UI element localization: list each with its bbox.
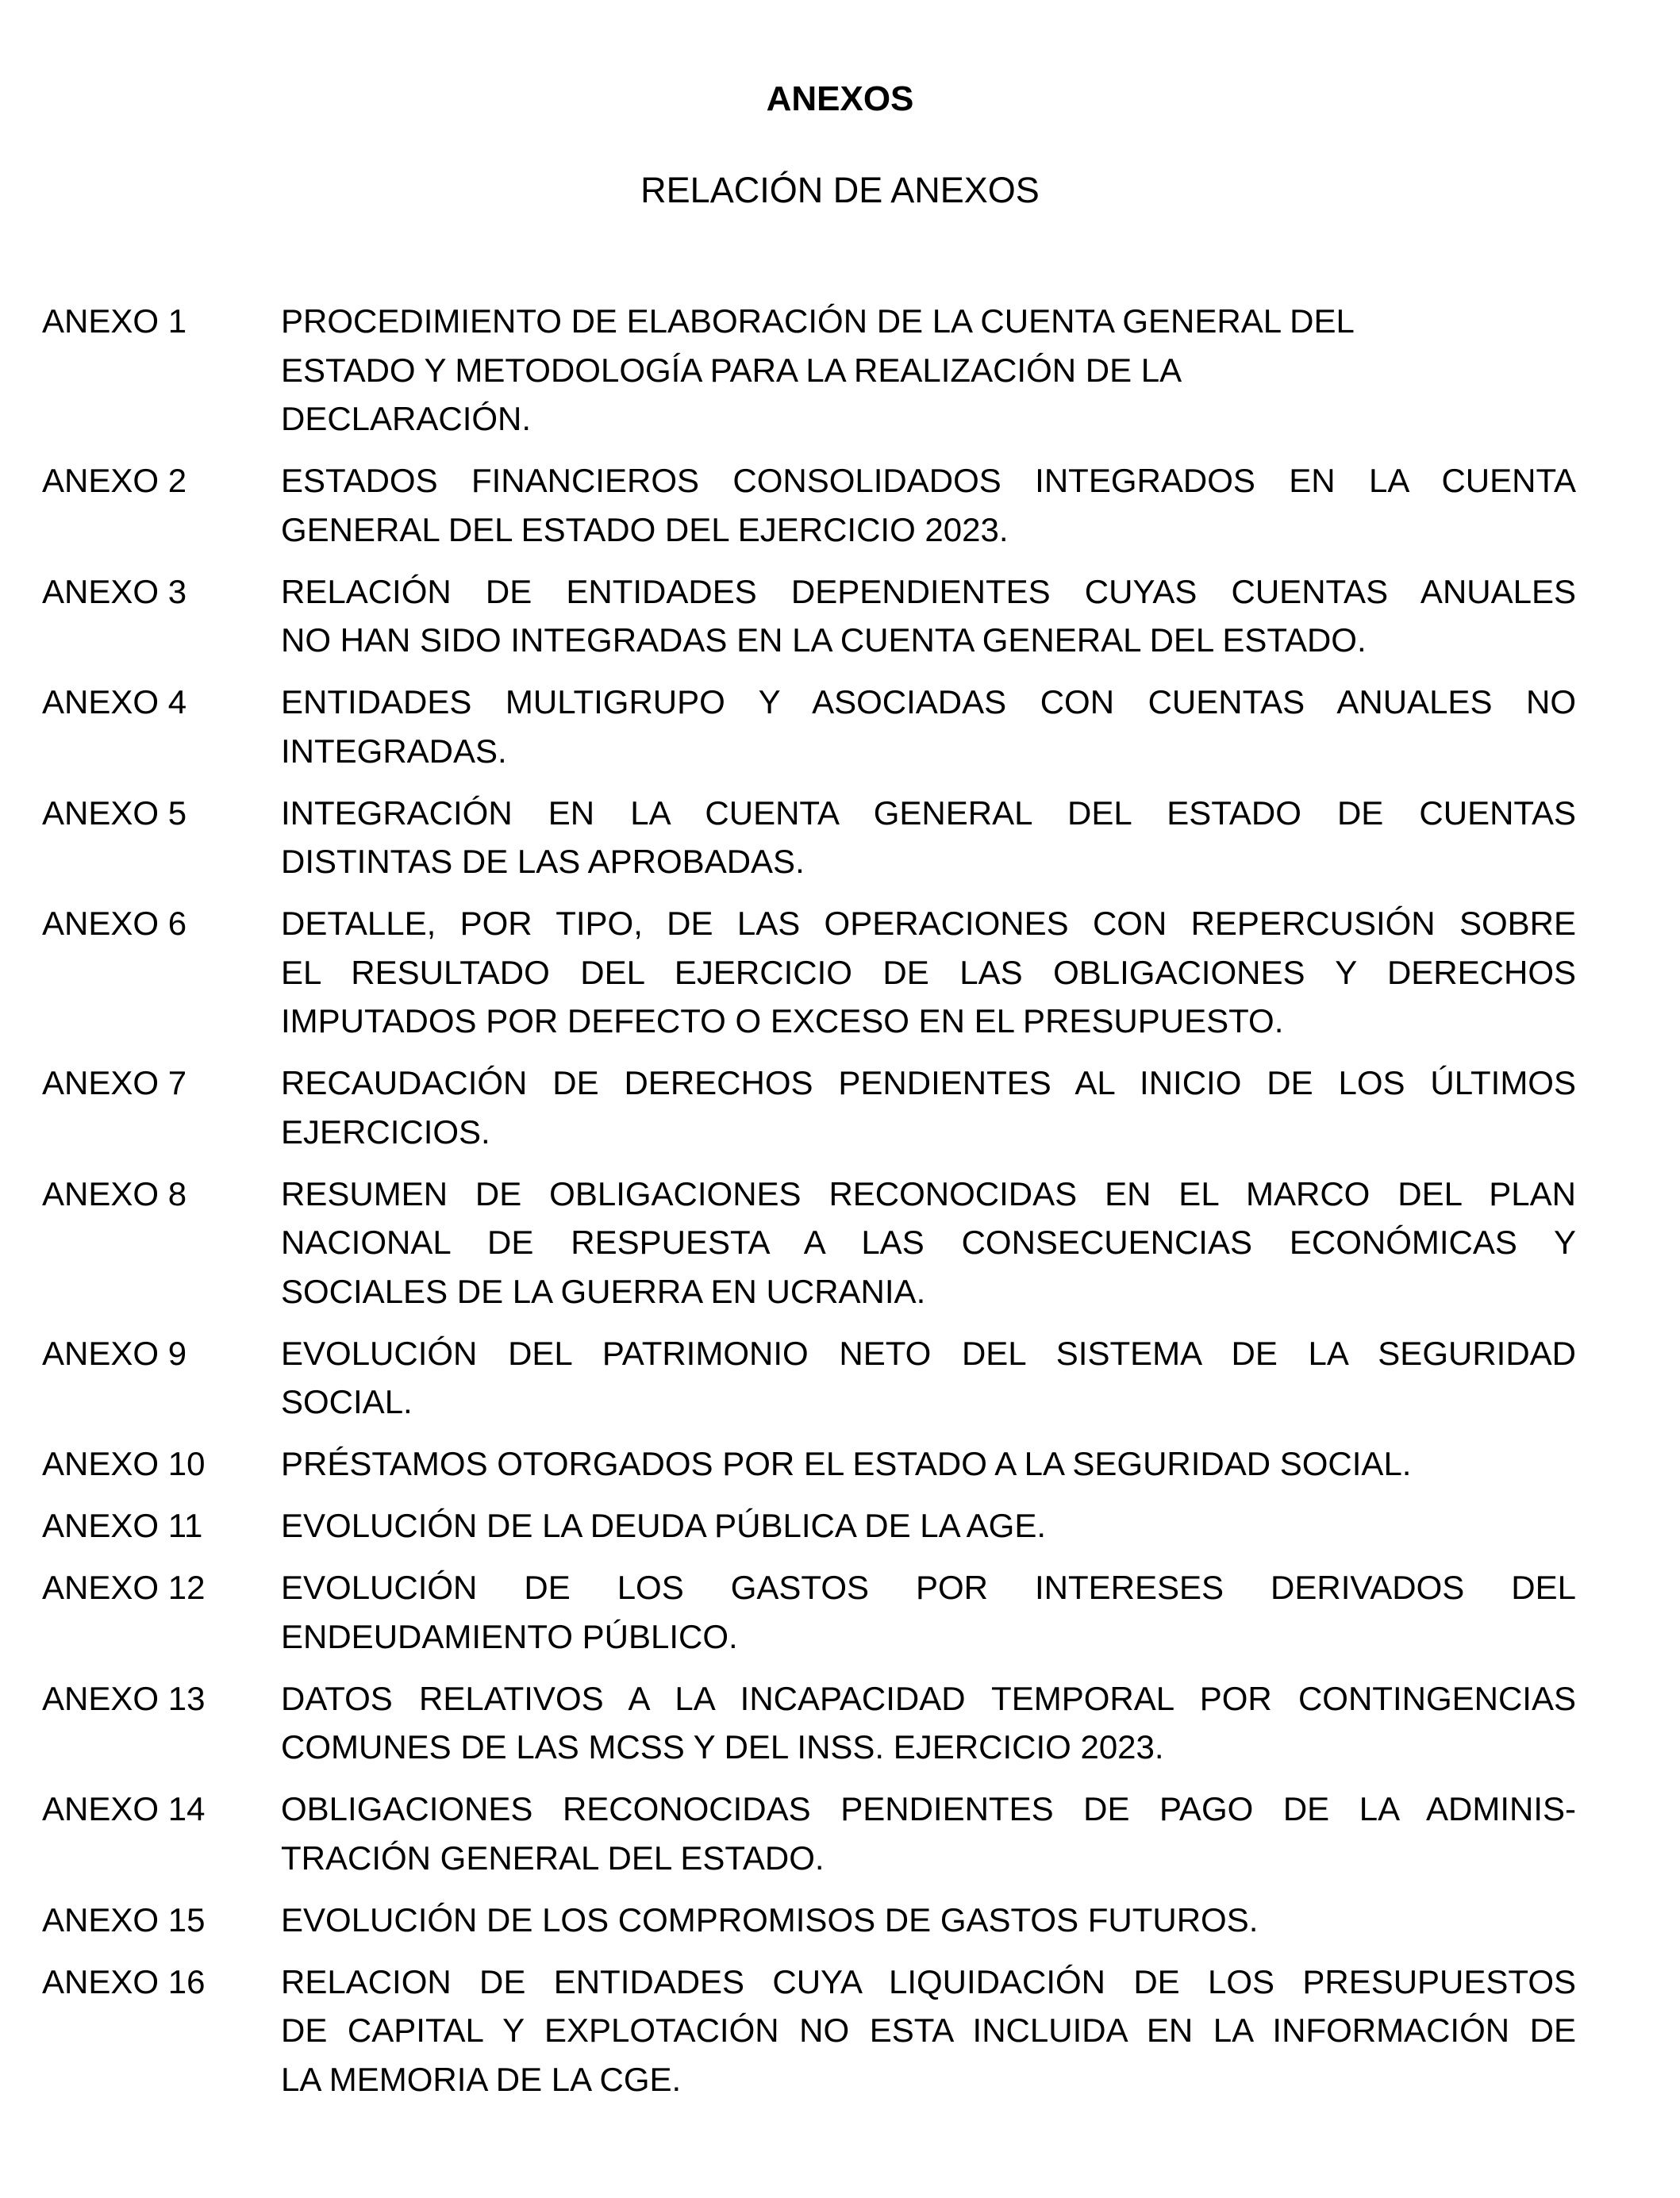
annex-description-line: DATOS RELATIVOS A LA INCAPACIDAD TEMPORAL POR CONTINGENCIAS — [281, 1679, 1576, 1717]
annex-description — [281, 567, 1576, 665]
annex-description-line: RECAUDACIÓN DE DERECHOS PENDIENTES AL INICIO DE LOS ÚLTIMOS — [281, 1064, 1576, 1101]
annex-item — [42, 1563, 1576, 1661]
annex-description — [281, 678, 1576, 775]
annex-description — [281, 1563, 1576, 1661]
annex-description-line: INTEGRACIÓN EN LA CUENTA GENERAL DEL ESTADO DE CUENTAS — [281, 794, 1576, 832]
annex-item — [42, 678, 1576, 775]
annex-item — [42, 1501, 1576, 1551]
annex-label: ANEXO 1 — [42, 302, 187, 340]
annex-description-line: SOCIAL. — [281, 1383, 413, 1420]
annex-description-line: NO HAN SIDO INTEGRADAS EN LA CUENTA GENERAL DEL ESTADO. — [281, 621, 1367, 659]
annex-label: ANEXO 2 — [42, 462, 187, 499]
annex-label: ANEXO 9 — [42, 1334, 187, 1372]
annex-label: ANEXO 12 — [42, 1569, 206, 1606]
annex-item — [42, 1439, 1576, 1489]
annex-description-line: ESTADOS FINANCIEROS CONSOLIDADOS INTEGRADOS EN LA CUENTA — [281, 462, 1576, 499]
annex-label: ANEXO 7 — [42, 1064, 187, 1101]
annex-item — [42, 1170, 1576, 1316]
annex-description — [281, 297, 1576, 444]
annex-item — [42, 789, 1576, 886]
annex-description — [281, 1785, 1576, 1882]
annex-description — [281, 789, 1576, 886]
annex-description-line: RELACIÓN DE ENTIDADES DEPENDIENTES CUYAS CUENTAS ANUALES — [281, 572, 1576, 610]
annex-description-line: LA MEMORIA DE LA CGE. — [281, 2060, 682, 2098]
annex-description-line: RELACION DE ENTIDADES CUYA LIQUIDACIÓN DE LOS PRESUPUESTOS — [281, 1962, 1576, 2000]
annex-item — [42, 456, 1576, 554]
annex-label: ANEXO 4 — [42, 683, 187, 720]
annex-description-line: COMUNES DE LAS MCSS Y DEL INSS. EJERCICIO 2023. — [281, 1728, 1164, 1766]
annex-label: ANEXO 5 — [42, 794, 187, 832]
annex-description — [281, 1439, 1576, 1489]
annex-item — [42, 899, 1576, 1046]
annex-description-line: EVOLUCIÓN DEL PATRIMONIO NETO DEL SISTEMA DE LA SEGURIDAD — [281, 1334, 1576, 1372]
annex-description-line: RESUMEN DE OBLIGACIONES RECONOCIDAS EN EL MARCO DEL PLAN — [281, 1174, 1576, 1212]
annex-label: ANEXO 15 — [42, 1900, 206, 1939]
annex-description — [281, 1329, 1576, 1427]
annex-description-line: SOCIALES DE LA GUERRA EN UCRANIA. — [281, 1272, 926, 1310]
annex-description — [281, 1674, 1576, 1772]
annex-description-line: DETALLE, POR TIPO, DE LAS OPERACIONES CON REPERCUSIÓN SOBRE — [281, 905, 1576, 942]
annex-description-line: INTEGRADAS. — [281, 732, 507, 770]
annex-label: ANEXO 16 — [42, 1962, 206, 2000]
annex-description-line: ENDEUDAMIENTO PÚBLICO. — [281, 1617, 738, 1655]
annex-item — [42, 1059, 1576, 1156]
annex-description-line: OBLIGACIONES RECONOCIDAS PENDIENTES DE PAGO DE LA ADMINIS- — [281, 1790, 1576, 1827]
annex-list — [42, 297, 1576, 2117]
annex-description-line: EVOLUCIÓN DE LOS COMPROMISOS DE GASTOS FUTUROS. — [281, 1900, 1259, 1939]
annex-description-line: TRACIÓN GENERAL DEL ESTADO. — [281, 1839, 825, 1877]
annex-description — [281, 1501, 1576, 1551]
annex-description — [281, 899, 1576, 1046]
annex-item — [42, 567, 1576, 665]
annex-description-line: EJERCICIOS. — [281, 1112, 490, 1151]
annex-description — [281, 1170, 1576, 1316]
annex-item — [42, 1329, 1576, 1427]
annex-label: ANEXO 8 — [42, 1174, 187, 1212]
annex-label: ANEXO 13 — [42, 1679, 206, 1717]
annex-label: ANEXO 11 — [42, 1507, 203, 1544]
annex-description-line: DECLARACIÓN. — [281, 400, 532, 437]
annex-description-line: DE CAPITAL Y EXPLOTACIÓN NO ESTA INCLUIDA EN LA INFORMACIÓN DE — [281, 2012, 1576, 2049]
annex-description-line: PRÉSTAMOS OTORGADOS POR EL ESTADO A LA SEGURIDAD SOCIAL. — [281, 1445, 1412, 1482]
annex-label: ANEXO 6 — [42, 905, 187, 942]
page-subtitle: RELACIÓN DE ANEXOS — [640, 170, 1040, 210]
annex-label: ANEXO 3 — [42, 572, 187, 610]
page-title: ANEXOS — [766, 79, 914, 118]
annex-label: ANEXO 10 — [42, 1445, 206, 1482]
annex-item — [42, 1958, 1576, 2104]
annex-description-line: PROCEDIMIENTO DE ELABORACIÓN DE LA CUENTA GENERAL DEL — [281, 302, 1355, 340]
annex-label: ANEXO 14 — [42, 1790, 206, 1827]
annex-description — [281, 1958, 1576, 2104]
annex-item — [42, 1785, 1576, 1882]
annex-description-line: IMPUTADOS POR DEFECTO O EXCESO EN EL PRESUPUESTO. — [281, 1002, 1284, 1039]
annex-item — [42, 297, 1576, 444]
annex-description-line: DISTINTAS DE LAS APROBADAS. — [281, 843, 805, 880]
annex-description-line: GENERAL DEL ESTADO DEL EJERCICIO 2023. — [281, 510, 1009, 548]
annex-item — [42, 1896, 1576, 1945]
annex-description-line: EL RESULTADO DEL EJERCICIO DE LAS OBLIGACIONES Y DERECHOS — [281, 953, 1576, 991]
annex-description-line: NACIONAL DE RESPUESTA A LAS CONSECUENCIAS ECONÓMICAS Y — [281, 1224, 1576, 1261]
annex-description-line: EVOLUCIÓN DE LA DEUDA PÚBLICA DE LA AGE. — [281, 1507, 1047, 1544]
annex-description-line: ENTIDADES MULTIGRUPO Y ASOCIADAS CON CUENTAS ANUALES NO — [281, 683, 1576, 720]
annex-description — [281, 456, 1576, 554]
annex-description-line: ESTADO Y METODOLOGÍA PARA LA REALIZACIÓN DE LA — [281, 351, 1182, 389]
annex-description — [281, 1896, 1576, 1945]
annex-description — [281, 1059, 1576, 1156]
annex-description-line: EVOLUCIÓN DE LOS GASTOS POR INTERESES DERIVADOS DEL — [281, 1569, 1576, 1606]
annex-item — [42, 1674, 1576, 1772]
